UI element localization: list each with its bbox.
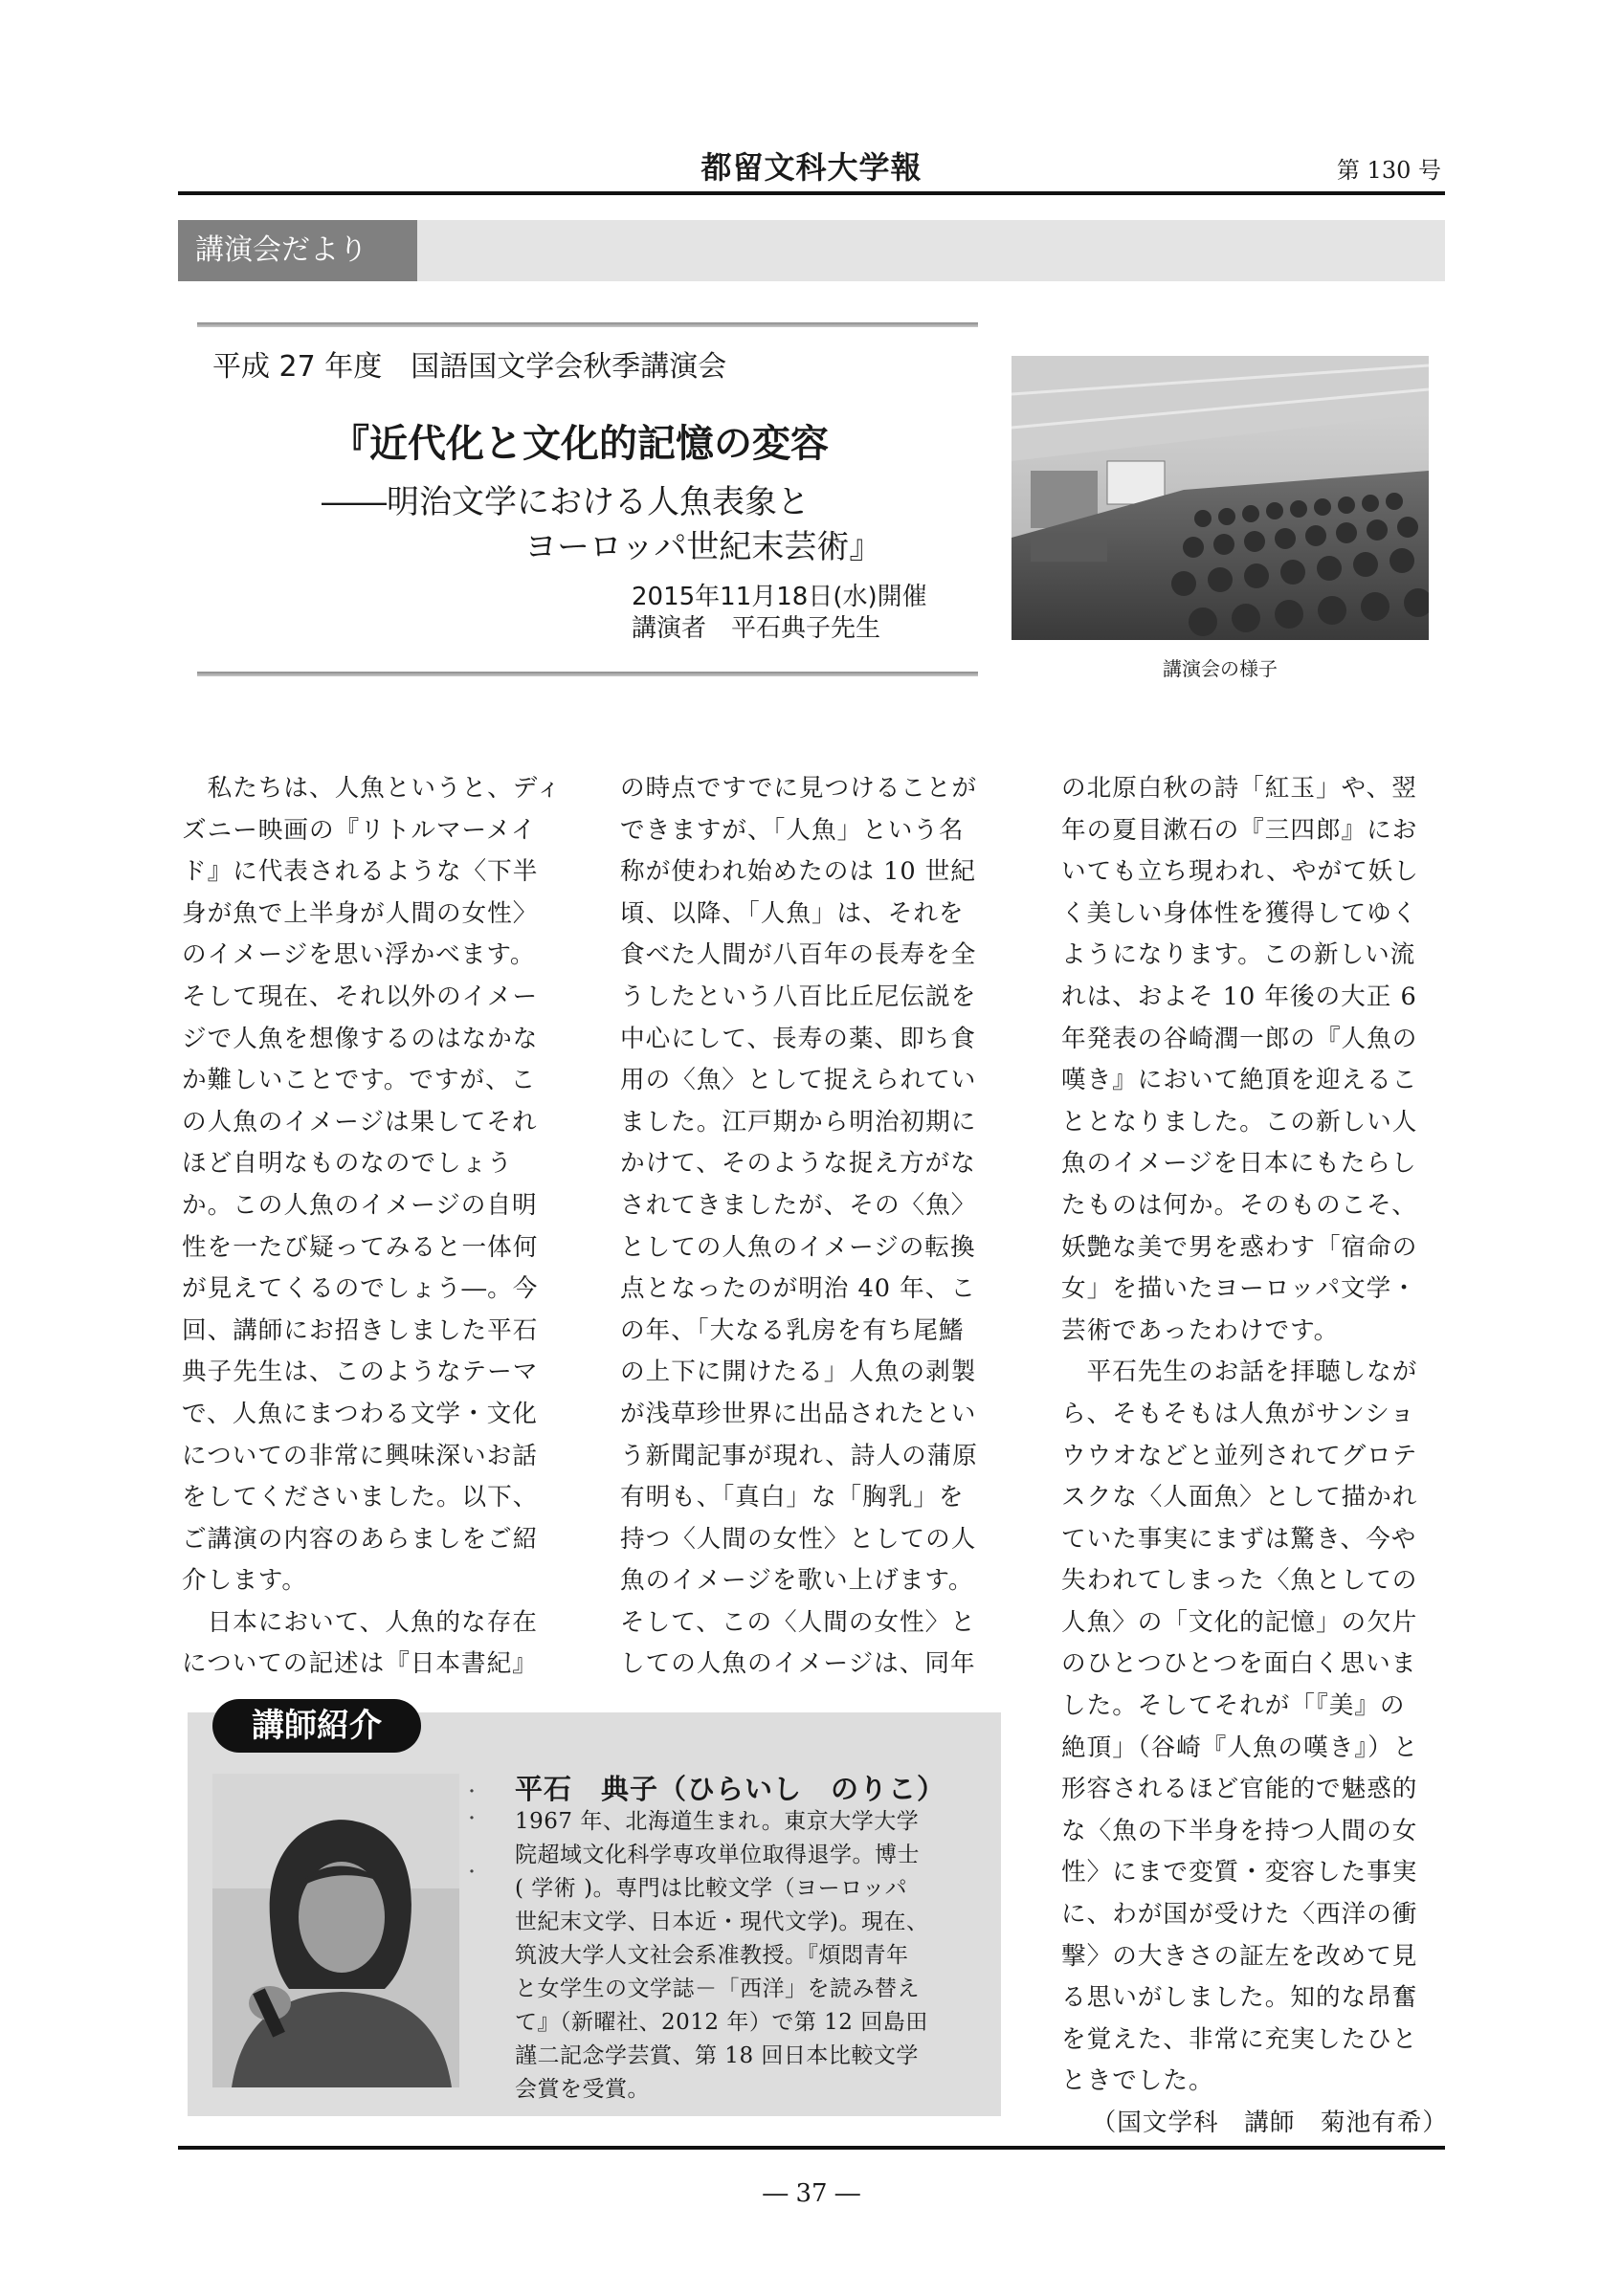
text-line: そして、この〈人間の女性〉と <box>620 1607 976 1637</box>
lecture-hall-photo <box>1012 356 1429 640</box>
text-line: 日本において、人魚的な存在 <box>182 1607 538 1637</box>
text-line: 身が魚で上半身が人間の女性〉 <box>182 898 539 928</box>
text-line: ときでした。 <box>1061 2066 1214 2096</box>
text-line: 性を一たび疑ってみると一体何 <box>182 1232 539 1262</box>
lecturer-portrait <box>212 1774 459 2087</box>
text-line: で、人魚にまつわる文学・文化 <box>182 1399 538 1428</box>
text-line: かけて、そのような捉え方がな <box>620 1149 976 1179</box>
text-line: しての人魚のイメージは、同年 <box>620 1649 976 1679</box>
text-line: 典子先生は、このようなテーマ <box>182 1358 539 1387</box>
text-line: 年発表の谷崎潤一郎の『人魚の <box>1061 1024 1418 1053</box>
lecturer-intro-badge: 講師紹介 <box>212 1699 421 1753</box>
text-line: うしたという八百比丘尼伝説を <box>620 982 977 1011</box>
footer-rule <box>178 2146 1445 2150</box>
text-line: いても立ち現われ、やがて妖し <box>1061 857 1419 887</box>
text-line: の上下に開けたる」人魚の剥製 <box>620 1358 977 1387</box>
issue-number: 第 130 号 <box>1336 157 1441 184</box>
text-line: を覚えた、非常に充実したひと <box>1061 2024 1418 2054</box>
text-line: る思いがしました。知的な昂奮 <box>1061 1983 1418 2013</box>
text-line: スクな〈人面魚〉として描かれ <box>1061 1483 1418 1512</box>
text-line: の年、「大なる乳房を有ち尾鰭 <box>620 1315 965 1345</box>
body-column-2 <box>620 768 1007 1686</box>
text-line: ド』に代表されるような〈下半 <box>182 857 539 887</box>
text-line: 中心にして、長寿の薬、即ち食 <box>620 1024 976 1053</box>
text-line: 食べた人間が八百年の長寿を全 <box>620 940 977 970</box>
header-rule <box>178 191 1445 195</box>
text-line: たものは何か。そのものこそ、 <box>1061 1190 1417 1220</box>
text-line: 頃、以降、「人魚」は、それを <box>620 898 965 928</box>
photo-caption: 講演会の様子 <box>1163 657 1278 680</box>
author-credit: （国文学科 講師 菊池有希） <box>1091 2108 1448 2137</box>
text-line: 妖艶な美で男を惑わす「宿命の <box>1061 1232 1418 1262</box>
text-line: の時点ですでに見つけることが <box>620 774 978 803</box>
text-line: としての人魚のイメージの転換 <box>620 1232 976 1262</box>
text-line: に、わが国が受けた〈西洋の衝 <box>1061 1900 1418 1930</box>
bio-line: 筑波大学人文社会系准教授。『煩悶青年 <box>515 1943 909 1968</box>
bio-line: 会賞を受賞。 <box>515 2077 650 2102</box>
text-line: ら、そもそもは人魚がサンショ <box>1061 1399 1415 1428</box>
text-line: されてきましたが、その〈魚〉 <box>620 1190 977 1220</box>
text-line: 魚のイメージを歌い上げます。 <box>620 1566 974 1596</box>
bio-line: て』（新曜社、2012 年）で第 12 回島田 <box>515 2010 928 2035</box>
text-line: についての記述は『日本書紀』 <box>182 1649 538 1679</box>
bio-line: ( 学術 )。専門は比較文学（ヨーロッパ <box>515 1876 908 1901</box>
text-line: 人魚〉の「文化的記憶」の欠片 <box>1061 1607 1418 1637</box>
text-line: 有明も、「真白」な「胸乳」を <box>620 1483 965 1512</box>
title-top-rule <box>197 322 978 327</box>
text-line: ウウオなどと並列されてグロテ <box>1061 1441 1418 1470</box>
text-line: 女」を描いたヨーロッパ文学・ <box>1061 1274 1417 1304</box>
text-line: 持つ〈人間の女性〉としての人 <box>620 1524 977 1554</box>
section-label: 講演会だより <box>178 220 417 281</box>
bio-line: 世紀末文学、日本近・現代文学)。現在、 <box>515 1910 929 1934</box>
text-line: 失われてしまった〈魚としての <box>1061 1566 1418 1596</box>
text-line: 絶頂」（谷崎『人魚の嘆き』）と <box>1061 1733 1419 1762</box>
page-number: ― 37 ― <box>763 2179 860 2208</box>
text-line: できますが、「人魚」という名 <box>620 815 965 845</box>
text-line: ようになります。この新しい流 <box>1061 940 1416 970</box>
lecture-title-sub2: ヨーロッパ世紀末芸術』 <box>524 528 882 566</box>
body-column-1 <box>182 768 568 1686</box>
text-line: についての非常に興味深いお話 <box>182 1441 538 1470</box>
text-line: のイメージを思い浮かべます。 <box>182 940 536 970</box>
lecturer-name: 平石 典子（ひらいし のりこ） <box>515 1773 946 1805</box>
text-line: した。そしてそれが「『美』の <box>1061 1691 1406 1721</box>
text-line: をしてくださいました。以下、 <box>182 1483 539 1512</box>
text-line: ご講演の内容のあらましをご紹 <box>182 1524 539 1554</box>
bio-line: 院超域文化科学専攻単位取得退学。博士 <box>515 1843 920 1867</box>
text-line: そして現在、それ以外のイメー <box>182 982 539 1011</box>
decorative-dots: ・ ・ ・ <box>463 1782 480 1883</box>
text-line: か。この人魚のイメージの自明 <box>182 1190 538 1220</box>
text-line: 介します。 <box>182 1566 307 1596</box>
text-line: 称が使われ始めたのは 10 世紀 <box>620 857 976 887</box>
lecture-series: 平成 27 年度 国語国文学会秋季講演会 <box>212 350 727 384</box>
bio-line: 謹二記念学芸賞、第 18 回日本比較文学 <box>515 2043 919 2068</box>
bio-line: と女学生の文学誌－「西洋」を読み替え <box>515 1976 920 2001</box>
text-line: 私たちは、人魚というと、ディ <box>182 774 562 803</box>
text-line: の北原白秋の詩「紅玉」や、翌 <box>1061 774 1417 803</box>
text-line: ていた事実にまずは驚き、今や <box>1061 1524 1417 1554</box>
text-line: ほど自明なものなのでしょう <box>182 1149 513 1179</box>
text-line: ました。江戸期から明治初期に <box>620 1107 977 1137</box>
text-line: 年の夏目漱石の『三四郎』にお <box>1061 815 1418 845</box>
text-line: が見えてくるのでしょう―。今 <box>182 1274 539 1304</box>
text-line: 撃〉の大きさの証左を改めて見 <box>1061 1941 1418 1971</box>
text-line: が浅草珍世界に出品されたとい <box>620 1399 977 1428</box>
lecture-date: 2015年11月18日(水)開催 <box>632 583 927 611</box>
text-line: 点となったのが明治 40 年、こ <box>620 1274 976 1304</box>
text-line: れは、およそ 10 年後の大正 6 <box>1061 982 1417 1011</box>
body-column-3 <box>1061 768 1448 2145</box>
bio-line: 1967 年、北海道生まれ。東京大学大学 <box>515 1809 920 1834</box>
text-line: 用の〈魚〉として捉えられてい <box>620 1066 977 1095</box>
text-line: の人魚のイメージは果してそれ <box>182 1107 538 1137</box>
publication-title: 都留文科大学報 <box>700 149 923 186</box>
text-line: 回、講師にお招きしました平石 <box>182 1315 539 1345</box>
text-line: 性〉にまで変質・変容した事実 <box>1061 1858 1418 1888</box>
text-line: な〈魚の下半身を持つ人間の女 <box>1061 1816 1418 1845</box>
text-line: 形容されるほど官能的で魅惑的 <box>1061 1775 1418 1804</box>
lecturer-bio <box>515 1805 976 2107</box>
text-line: 魚のイメージを日本にもたらし <box>1061 1149 1417 1179</box>
text-line: か難しいことです。ですが、こ <box>182 1066 537 1095</box>
lecture-speaker: 講演者 平石典子先生 <box>632 614 881 643</box>
lecture-title-sub1: ――明治文学における人魚表象と <box>322 483 810 521</box>
text-line: ジで人魚を想像するのはなかな <box>182 1024 539 1053</box>
title-bottom-rule <box>197 672 978 676</box>
text-line: く美しい身体性を獲得してゆく <box>1061 898 1418 928</box>
text-line: のひとつひとつを面白く思いま <box>1061 1649 1417 1679</box>
text-line: ズニー映画の『リトルマーメイ <box>182 815 537 845</box>
lecture-title-main: 『近代化と文化的記憶の変容 <box>331 422 829 466</box>
text-line: う新聞記事が現れ、詩人の蒲原 <box>620 1441 978 1470</box>
text-line: ととなりました。この新しい人 <box>1061 1107 1418 1137</box>
text-line: 平石先生のお話を拝聴しなが <box>1061 1358 1418 1387</box>
text-line: 芸術であったわけです。 <box>1061 1315 1340 1345</box>
text-line: 嘆き』において絶頂を迎えるこ <box>1061 1066 1418 1095</box>
